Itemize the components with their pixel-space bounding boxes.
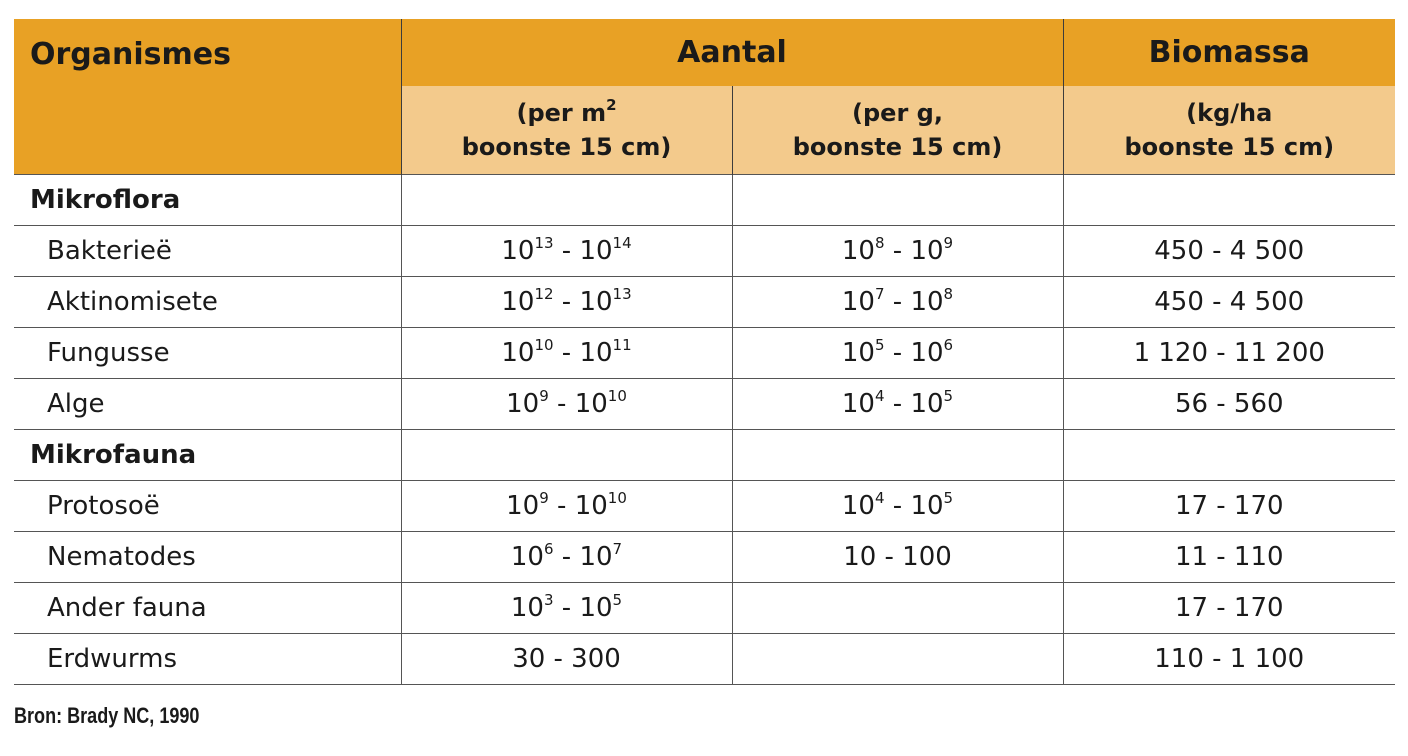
count-per-g-cell: $10^4 - 10^5$ [732,481,1063,532]
organism-name: Protosoë [14,481,401,532]
biomass-cell [1063,430,1395,481]
organism-name: Fungusse [14,328,401,379]
subheader-per-g [732,86,1063,175]
count-per-m2-cell: $10^{12} - 10^{13}$ [401,277,732,328]
category-name: Mikrofauna [14,430,401,481]
table-body [14,175,1395,685]
biomass-cell: 450 - 4 500 [1063,277,1395,328]
soil-organisms-table [14,19,1395,685]
count-per-g-cell [732,430,1063,481]
count-per-g-cell: $10^7 - 10^8$ [732,277,1063,328]
table-row [14,634,1395,685]
count-per-m2-cell: $10^9 - 10^{10}$ [401,379,732,430]
count-per-m2-cell: $10^9 - 10^{10}$ [401,481,732,532]
count-per-g-cell: $10^5 - 10^6$ [732,328,1063,379]
header-count: Aantal [401,19,1063,86]
biomass-cell: 110 - 1 100 [1063,634,1395,685]
count-per-m2-cell: 30 - 300 [401,634,732,685]
table-row [14,379,1395,430]
subheader-per-m2 [401,86,732,175]
subheader-per-m2-line2: boonste 15 cm) [461,133,672,161]
subheader-per-m2-line1: (per $m^2$ [516,96,617,127]
count-per-g-cell [732,583,1063,634]
table-row [14,328,1395,379]
count-per-g-cell: $10^4 - 10^5$ [732,379,1063,430]
organism-name: Aktinomisete [14,277,401,328]
soil-organisms-table-wrapper [14,19,1395,685]
count-per-g-cell [732,175,1063,226]
table-row [14,226,1395,277]
category-row [14,175,1395,226]
organism-name: Ander fauna [14,583,401,634]
subheader-kg-ha-line1: (kg/ha [1186,99,1273,127]
biomass-cell: 17 - 170 [1063,481,1395,532]
count-per-g-cell [732,634,1063,685]
biomass-cell [1063,175,1395,226]
count-per-g-cell: 10 - 100 [732,532,1063,583]
table-row [14,583,1395,634]
biomass-cell: 17 - 170 [1063,583,1395,634]
table-row [14,532,1395,583]
biomass-cell: 450 - 4 500 [1063,226,1395,277]
source-note: Bron: Brady NC, 1990 [14,703,200,728]
count-per-m2-cell: $10^3 - 10^5$ [401,583,732,634]
organism-name: Alge [14,379,401,430]
header-biomass: Biomassa [1063,19,1395,86]
table-row [14,277,1395,328]
count-per-g-cell: $10^8 - 10^9$ [732,226,1063,277]
header-organisms: Organismes [14,19,401,175]
count-per-m2-cell: $10^{10} - 10^{11}$ [401,328,732,379]
organism-name: Nematodes [14,532,401,583]
organism-name: Erdwurms [14,634,401,685]
subheader-kg-ha-line2: boonste 15 cm) [1124,133,1335,161]
subheader-per-g-line1: (per g, [852,99,943,127]
count-per-m2-cell [401,430,732,481]
biomass-cell: 1 120 - 11 200 [1063,328,1395,379]
count-per-m2-cell [401,175,732,226]
biomass-cell: 56 - 560 [1063,379,1395,430]
count-per-m2-cell: $10^6 - 10^7$ [401,532,732,583]
subheader-per-g-line2: boonste 15 cm) [792,133,1003,161]
table-row [14,481,1395,532]
count-per-m2-cell: $10^{13} - 10^{14}$ [401,226,732,277]
category-name: Mikroflora [14,175,401,226]
biomass-cell: 11 - 110 [1063,532,1395,583]
category-row [14,430,1395,481]
organism-name: Bakterieë [14,226,401,277]
subheader-kg-ha [1063,86,1395,175]
header-row-main [14,19,1395,86]
